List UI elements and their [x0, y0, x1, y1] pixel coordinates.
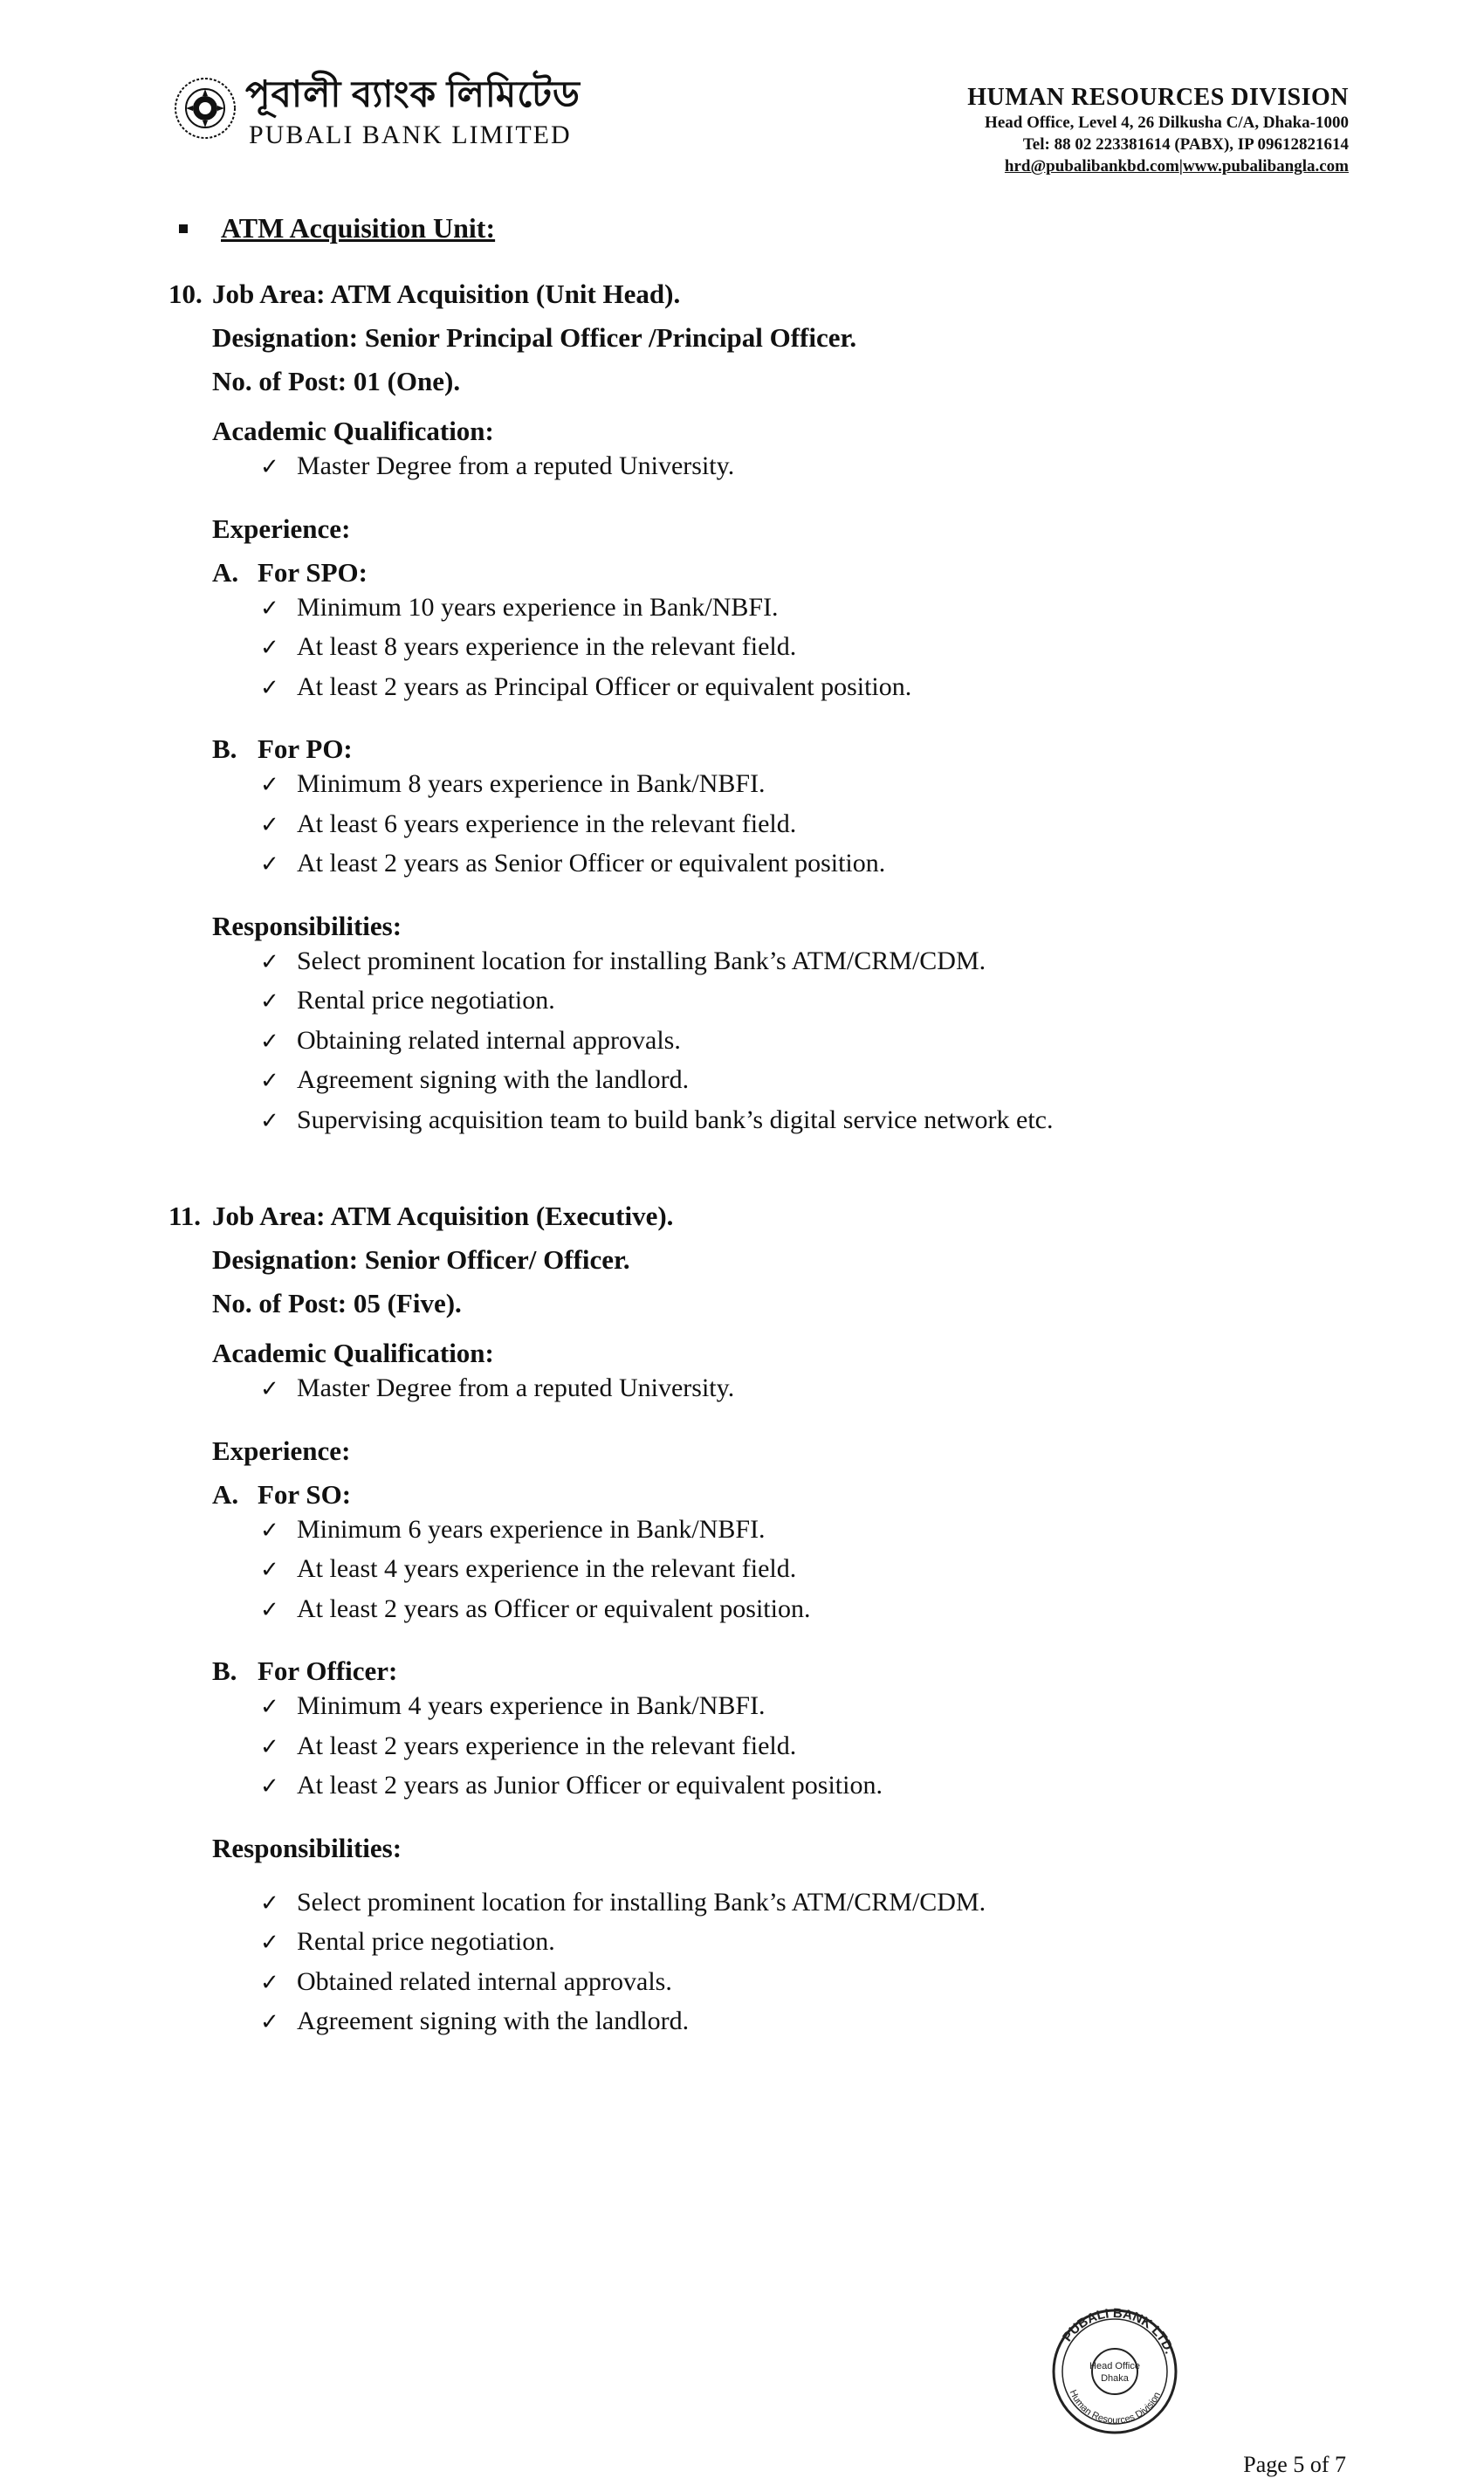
responsibilities-title: Responsibilities:	[212, 910, 402, 941]
experience-b-list	[168, 1687, 1260, 1807]
bank-emblem-icon	[170, 73, 240, 143]
checkmark-icon: ✓	[260, 674, 279, 701]
checkmark-icon: ✓	[260, 635, 279, 661]
experience-a-title: A. For SO:	[212, 1478, 352, 1510]
responsibilities-list	[168, 1883, 1260, 2042]
checkmark-icon: ✓	[260, 1557, 279, 1583]
experience-b-title: B. For Officer:	[212, 1655, 398, 1686]
job-designation: Designation: Senior Principal Officer /Principal Officer.	[212, 322, 857, 353]
bank-logo	[170, 73, 589, 152]
job-posting-11	[168, 1194, 1260, 2042]
svg-text:Human Resources Division: Human Resources Division	[1067, 2388, 1164, 2426]
responsibilities-list	[168, 942, 1260, 1141]
academic-title: Academic Qualification:	[212, 416, 494, 446]
academic-list	[168, 1369, 1260, 1409]
list-item: ✓ Obtaining related internal approvals.	[260, 1022, 1260, 1062]
experience-title: Experience:	[212, 1435, 351, 1466]
list-item: ✓ Select prominent location for installing Bank’s ATM/CRM/CDM.	[260, 1883, 1260, 1924]
checkmark-icon: ✓	[260, 811, 279, 838]
checkmark-icon: ✓	[260, 1969, 279, 1996]
list-item: ✓ Rental price negotiation.	[260, 981, 1260, 1022]
bank-name-english: PUBALI BANK LIMITED	[249, 120, 572, 149]
list-item: ✓ At least 2 years as Officer or equivalent position.	[260, 1590, 1260, 1630]
list-item: ✓ At least 2 years as Principal Officer or equivalent position.	[260, 668, 1260, 708]
list-item: ✓ At least 4 years experience in the relevant field.	[260, 1550, 1260, 1590]
svg-text:PUBALI BANK LTD.: PUBALI BANK LTD.	[1060, 2305, 1178, 2357]
list-item: ✓ At least 2 years as Senior Officer or equivalent position.	[260, 844, 1260, 885]
bank-name-bangla: পূবালী ব্যাংক লিমিটেড	[245, 75, 581, 115]
list-item: ✓ Select prominent location for installing Bank’s ATM/CRM/CDM.	[260, 942, 1260, 982]
experience-b-title: B. For PO:	[212, 733, 353, 764]
job-number: 11.	[168, 1201, 202, 1231]
svg-text:Dhaka: Dhaka	[1101, 2373, 1129, 2384]
checkmark-icon: ✓	[260, 772, 279, 798]
checkmark-icon: ✓	[260, 1733, 279, 1760]
unit-heading	[179, 212, 495, 244]
list-item: ✓ Rental price negotiation.	[260, 1923, 1260, 1963]
checkmark-icon: ✓	[260, 1596, 279, 1623]
checkmark-icon: ✓	[260, 2009, 279, 2035]
experience-title: Experience:	[212, 513, 351, 544]
job-area-text: Job Area: ATM Acquisition (Unit Head).	[212, 279, 681, 309]
list-item: ✓ Minimum 8 years experience in Bank/NBFI.	[260, 765, 1260, 805]
website-link[interactable]: www.pubalibangla.com	[1182, 157, 1349, 176]
link-separator: |	[1178, 157, 1183, 176]
checkmark-icon: ✓	[260, 595, 279, 622]
experience-a-list	[168, 1511, 1260, 1630]
checkmark-icon: ✓	[260, 948, 279, 975]
checkmark-icon: ✓	[260, 1107, 279, 1134]
hr-division-header	[967, 84, 1349, 178]
division-title: HUMAN RESOURCES DIVISION	[967, 84, 1349, 111]
list-item: ✓ At least 6 years experience in the relevant field.	[260, 805, 1260, 845]
list-item: ✓ Agreement signing with the landlord.	[260, 2002, 1260, 2042]
list-item: ✓ Minimum 10 years experience in Bank/NBFI.	[260, 589, 1260, 629]
list-item: ✓ At least 2 years as Junior Officer or equivalent position.	[260, 1766, 1260, 1807]
checkmark-icon: ✓	[260, 1376, 279, 1402]
checkmark-icon: ✓	[260, 454, 279, 480]
list-item: ✓ At least 8 years experience in the relevant field.	[260, 628, 1260, 668]
page-number: Page 5 of 7	[1243, 2452, 1346, 2477]
division-phone: Tel: 88 02 223381614 (PABX), IP 09612821614	[1022, 135, 1349, 154]
academic-title: Academic Qualification:	[212, 1338, 494, 1368]
experience-a-list	[168, 589, 1260, 708]
job-posts: No. of Post: 01 (One).	[212, 366, 461, 396]
responsibilities-title: Responsibilities:	[212, 1832, 402, 1863]
job-designation: Designation: Senior Officer/ Officer.	[212, 1244, 630, 1275]
job-number: 10.	[168, 279, 203, 309]
job-area-text: Job Area: ATM Acquisition (Executive).	[212, 1201, 674, 1231]
academic-list	[168, 447, 1260, 487]
checkmark-icon: ✓	[260, 1930, 279, 1956]
experience-a-title: A. For SPO:	[212, 556, 368, 588]
unit-heading-label: ATM Acquisition Unit:	[221, 212, 496, 244]
job-posting-10	[168, 272, 1260, 1140]
list-item: ✓ At least 2 years experience in the relevant field.	[260, 1727, 1260, 1767]
list-item: ✓ Agreement signing with the landlord.	[260, 1061, 1260, 1101]
job-posts: No. of Post: 05 (Five).	[212, 1288, 462, 1318]
list-item: ✓ Supervising acquisition team to build bank’s digital service network etc.	[260, 1101, 1260, 1141]
checkmark-icon: ✓	[260, 1517, 279, 1544]
job-area	[168, 1194, 1260, 1238]
email-link[interactable]: hrd@pubalibankbd.com	[1004, 157, 1179, 176]
job-area	[168, 272, 1260, 316]
division-links	[967, 155, 1349, 178]
division-seal-stamp	[1041, 2303, 1188, 2434]
list-item: ✓ Obtained related internal approvals.	[260, 1963, 1260, 2003]
square-bullet-icon	[179, 224, 188, 233]
checkmark-icon: ✓	[260, 1694, 279, 1720]
list-item: ✓ Minimum 6 years experience in Bank/NBFI.	[260, 1511, 1260, 1551]
experience-b-list	[168, 765, 1260, 885]
checkmark-icon: ✓	[260, 1889, 279, 1917]
list-item: ✓ Master Degree from a reputed University.	[260, 1369, 1260, 1409]
division-address: Head Office, Level 4, 26 Dilkusha C/A, Dhaka-1000	[985, 114, 1349, 132]
list-item: ✓ Minimum 4 years experience in Bank/NBFI.	[260, 1687, 1260, 1727]
checkmark-icon: ✓	[260, 988, 279, 1015]
svg-text:Head Office: Head Office	[1089, 2361, 1140, 2371]
checkmark-icon: ✓	[260, 1028, 279, 1055]
list-item: ✓ Master Degree from a reputed University.	[260, 447, 1260, 487]
checkmark-icon: ✓	[260, 851, 279, 878]
checkmark-icon: ✓	[260, 1068, 279, 1094]
checkmark-icon: ✓	[260, 1773, 279, 1800]
